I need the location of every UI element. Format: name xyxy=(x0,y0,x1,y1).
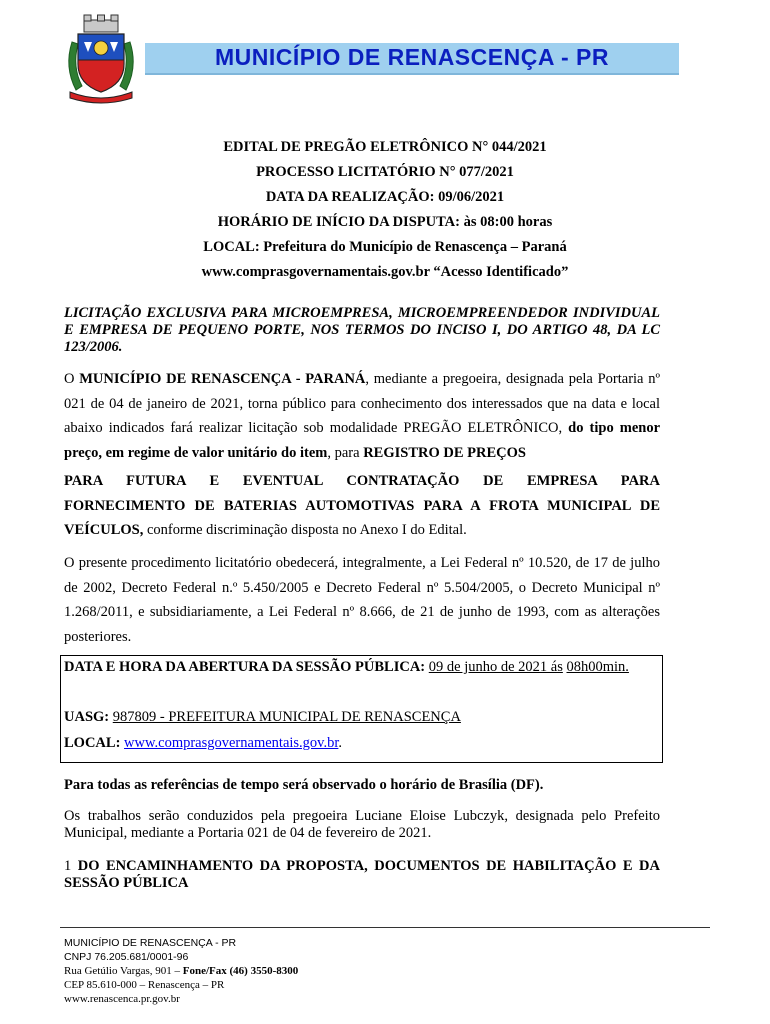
local-end: . xyxy=(338,735,343,751)
header-banner xyxy=(145,43,679,75)
event-location: LOCAL: Prefeitura do Município de Renascença – Paraná xyxy=(203,239,567,255)
uasg-line xyxy=(64,704,660,730)
section-1-number: 1 xyxy=(64,858,72,874)
footer-block xyxy=(64,936,298,1006)
process-number: PROCESSO LICITATÓRIO N° 077/2021 xyxy=(256,164,514,180)
pregoeira-paragraph: Os trabalhos serão conduzidos pela pregoeira Luciane Eloise Lubczyk, designada pelo Prefeito Municipal, mediante a Portaria 021 de 04 de fevereiro de 2021. xyxy=(64,808,660,841)
section-1-title: DO ENCAMINHAMENTO DA PROPOSTA, DOCUMENTOS DE HABILITAÇÃO E DA SESSÃO PÚBLICA xyxy=(64,858,660,891)
municipal-coat-of-arms xyxy=(62,12,140,106)
dispute-start-time: HORÁRIO DE INÍCIO DA DISPUTA: às 08:00 horas xyxy=(217,214,553,230)
session-date-line xyxy=(64,654,660,680)
local-line xyxy=(64,730,660,756)
intro-paragraph xyxy=(64,367,660,465)
object-line-2: FORNECIMENTO DE BATERIAS AUTOMOTIVAS PARA A FROTA MUNICIPAL DE xyxy=(64,498,660,514)
price-type: do tipo menor preço, em regime de valor unitário do item xyxy=(64,420,661,461)
registro-precos: REGISTRO DE PREÇOS xyxy=(363,444,526,461)
edital-number: EDITAL DE PREGÃO ELETRÔNICO N° 044/2021 xyxy=(223,139,547,155)
local-label: LOCAL: xyxy=(64,735,121,751)
footer-divider xyxy=(60,927,710,928)
footer-street: Rua Getúlio Vargas, 901 – xyxy=(64,965,183,977)
uasg-label: UASG: xyxy=(64,709,110,725)
comprasgovernamentais-link[interactable]: www.comprasgovernamentais.gov.br xyxy=(124,735,339,751)
intro-text: , para xyxy=(327,444,364,461)
session-time-value: 08h00min. xyxy=(566,659,629,675)
object-end: VEÍCULOS, xyxy=(64,522,144,538)
object-line-3 xyxy=(64,518,660,543)
portal-address: www.comprasgovernamentais.gov.br “Acesso Identificado” xyxy=(201,264,569,280)
exclusive-notice: LICITAÇÃO EXCLUSIVA PARA MICROEMPRESA, MICROEMPREENDEDOR INDIVIDUAL E EMPRESA DE PEQUENO PORTE, NOS TERMOS DO INCISO I, DO ARTIGO 48, DA LC 123/2006. xyxy=(64,305,660,355)
time-reference-note: Para todas as referências de tempo será observado o horário de Brasília (DF). xyxy=(64,777,544,793)
session-date-label: DATA E HORA DA ABERTURA DA SESSÃO PÚBLICA: xyxy=(64,659,426,675)
session-date-value: 09 de junho de 2021 ás xyxy=(428,659,563,675)
footer-municipality: MUNICÍPIO DE RENASCENÇA - PR xyxy=(64,937,237,949)
footer-cnpj: CNPJ 76.205.681/0001-96 xyxy=(64,951,189,963)
intro-text: O xyxy=(64,371,80,387)
realization-date: DATA DA REALIZAÇÃO: 09/06/2021 xyxy=(265,189,505,205)
municipality-name: MUNICÍPIO DE RENASCENÇA - PARANÁ xyxy=(79,371,366,387)
footer-address xyxy=(64,964,298,978)
footer-website: www.renascenca.pr.gov.br xyxy=(64,993,180,1005)
footer-phone: Fone/Fax (46) 3550-8300 xyxy=(182,965,299,977)
section-1-heading xyxy=(64,858,660,892)
header-title: MUNICÍPIO DE RENASCENÇA - PR xyxy=(215,44,609,70)
intro-text: conforme discriminação disposta no Anexo I do Edital. xyxy=(143,522,467,538)
uasg-value: 987809 - PREFEITURA MUNICIPAL DE RENASCENÇA xyxy=(112,709,461,725)
object-line-1: PARA FUTURA E EVENTUAL CONTRATAÇÃO DE EMPRESA PARA xyxy=(64,473,660,489)
intro-text: , mediante a pregoeira, designada pela Portaria nº 021 de 04 de janeiro de 2021, torna público para conhecimento dos interessados que na data e local abaixo indicados fará realizar licitação sob modalidade PREGÃO ELETRÔNICO, xyxy=(64,371,660,436)
footer-cep: CEP 85.610-000 – Renascença – PR xyxy=(64,979,225,991)
legal-basis-paragraph: O presente procedimento licitatório obedecerá, integralmente, a Lei Federal nº 10.520, de 17 de julho de 2002, Decreto Federal n.º 5.450/2005 e Decreto Federal nº 5.504/2005, o Decreto Municipal nº 1.268/2011, e subsidiariamente, a Lei Federal nº 8.666, de 21 de junho de 1993, com as alterações posteriores. xyxy=(64,555,660,645)
